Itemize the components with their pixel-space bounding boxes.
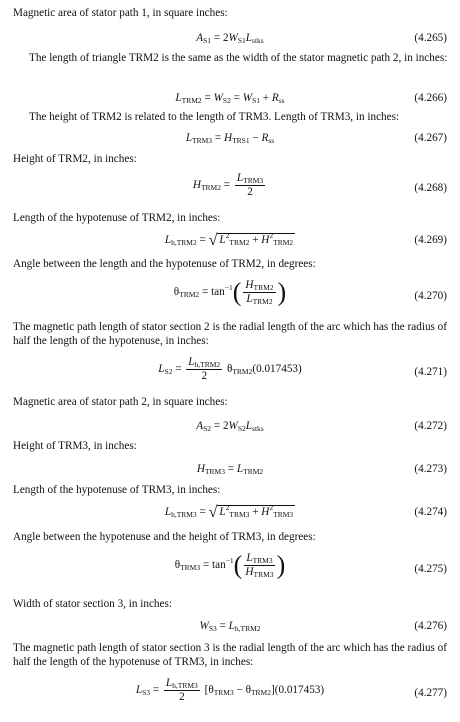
equation-number: (4.272) <box>414 420 447 432</box>
equation-4-265: $A_{S1} = 2W_{S1}L_{stks}$ (4.265) <box>196 32 447 45</box>
equation-number: (4.266) <box>414 92 447 104</box>
paragraph-trm2-height: Height of TRM2, in inches: <box>13 153 137 165</box>
paragraph-trm3-length: The height of TRM2 is related to the length of TRM3. Length of TRM3, in inches: <box>29 111 400 123</box>
equation-number: (4.274) <box>414 506 447 518</box>
equation-4-267: $L_{TRM3} = H_{TRS1} - R_{ss}$ (4.267) <box>185 132 447 145</box>
equation-number: (4.265) <box>414 32 447 44</box>
equation-4-271: $L_{S2}$ = $\frac{L_{h,TRM2}}{2}$ $\theta_{TRM2}(0.017453)$ (4.271) <box>158 356 447 382</box>
equation-4-274: $L_{h,TRM3}$ = √ $L^2_{TRM3} + H^2_{TRM3}$ (4.274) <box>164 503 447 521</box>
equation-4-275: $\theta_{TRM3} = \tan^{-1}$( $\frac{L_{TRM3}}{H_{TRM3}}$ ) (4.275) <box>174 550 447 580</box>
equation-4-266: $L_{TRM2} = W_{S2} = W_{S1} + R_{ss}$ (4.266) <box>175 92 447 105</box>
paragraph-stator-width-3: Width of stator section 3, in inches: <box>13 598 172 610</box>
paragraph-stator-section-2: The magnetic path length of stator section 2 is the radial length of the arc which has the radius of half the length of the hypotenuse, in inches: <box>13 321 448 347</box>
paragraph-trm3-hypotenuse: Length of the hypotenuse of TRM3, in inches: <box>13 484 221 496</box>
paragraph-trm2-length: The length of triangle TRM2 is the same as the width of the stator magnetic path 2, in inches: <box>29 52 448 64</box>
paragraph-trm3-angle: Angle between the hypotenuse and the height of TRM3, in degrees: <box>13 531 316 543</box>
paragraph-trm2-hypotenuse: Length of the hypotenuse of TRM2, in inches: <box>13 212 221 224</box>
paragraph-stator-area-2: Magnetic area of stator path 2, in square inches: <box>13 396 228 408</box>
equation-4-277: $L_{S3}$ = $\frac{L_{h,TRM3}}{2}$ $[\theta_{TRM3} - \theta_{TRM2}](0.017453)$ (4.277) <box>135 677 447 703</box>
paragraph-trm3-height: Height of TRM3, in inches: <box>13 440 137 452</box>
equation-4-270: $\theta_{TRM2} = \tan^{-1}$( $\frac{H_{TRM2}}{L_{TRM2}}$ ) (4.270) <box>173 277 447 307</box>
equation-4-268: $H_{TRM2}$ = $\frac{L_{TRM3}}{2}$ (4.268) <box>192 172 447 198</box>
equation-4-269: $L_{h,TRM2}$ = √ $L^2_{TRM2} + H^2_{TRM2}$ (4.269) <box>164 231 447 249</box>
equation-number: (4.277) <box>414 687 447 699</box>
equation-number: (4.268) <box>414 182 447 194</box>
equation-4-272: $A_{S2} = 2W_{S2}L_{stks}$ (4.272) <box>196 420 447 433</box>
equation-number: (4.271) <box>414 366 447 378</box>
equation-number: (4.269) <box>414 234 447 246</box>
paragraph-stator-area-1: Magnetic area of stator path 1, in square inches: <box>13 7 228 19</box>
paragraph-trm2-angle: Angle between the length and the hypotenuse of TRM2, in degrees: <box>13 258 316 270</box>
equation-number: (4.267) <box>414 132 447 144</box>
paragraph-stator-section-3: The magnetic path length of stator section 3 is the radial length of the arc which has the radius of half the length of the hypotenuse of TRM3, in inches: <box>13 642 448 668</box>
equation-number: (4.270) <box>414 290 447 302</box>
equation-4-273: $H_{TRM3} = L_{TRM2}$ (4.273) <box>196 463 447 476</box>
equation-number: (4.275) <box>414 563 447 575</box>
equation-number: (4.273) <box>414 463 447 475</box>
equation-4-276: $W_{S3} = L_{h,TRM2}$ (4.276) <box>199 620 447 633</box>
equation-number: (4.276) <box>414 620 447 632</box>
